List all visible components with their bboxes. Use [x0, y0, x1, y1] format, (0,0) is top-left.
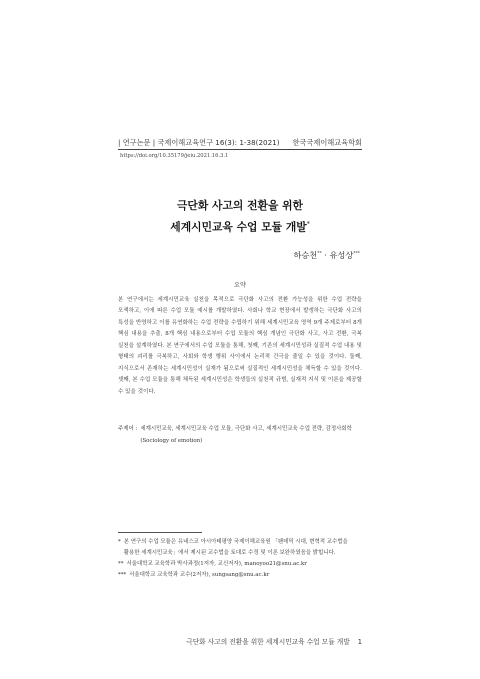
- doi-link[interactable]: https://doi.org/10.35179/jeiu.2021.16.3.1: [120, 153, 229, 159]
- footnote-mark: *: [118, 539, 121, 545]
- journal-citation: | 연구논문 | 국제이해교육연구 16(3): 1-38(2021): [118, 138, 280, 147]
- footnote-item: [118, 570, 362, 581]
- title-line-1: 극단화 사고의 전환을 위한: [176, 199, 303, 212]
- abstract-body: 본 연구에서는 세계시민교육 실천을 목적으로 극단화 사고의 전환 가능성을 위한 수업 전략을 모색하고, 이에 따른 수업 모듈 예시를 개발하였다. 사회나 학교 현장에서 발생하는 극단화 사고의 특성을 반영하고 이를 유연화하는 수업 전략을 수립하기 위해 세계시민교육 영역 9개 주제로부터 8개 핵심 내용을 추출, 8개 핵심 내용으로부터 수업 모듈의 핵심 개념인 극단화 사고, 사고 전환, 극복 실천을 설계하였다. 본 연구에서의 수업 모듈을 통해, 첫째, 기존의 세계시민성과 실질적 수업 내용 및 형태의 괴리를 극복하고, 사회와 학생 행위 사이에서 논리적 간극을 줄일 수 있을 것이다. 둘째, 지식으로서 존재하는 세계시민성이 실재가 됨으로써 실질적인 세계시민성을 체득할 수 있을 것이다. 셋째, 본 수업 모듈을 통해 체득된 세계시민성은 학생들의 실천적 규범, 실재적 지식 및 이론을 제공할 수 있을 것이다.: [118, 297, 362, 395]
- page-number: 1: [357, 638, 362, 646]
- keywords-label: 주제어 :: [118, 426, 138, 432]
- author-first: 하승천: [293, 250, 318, 260]
- society-name: 한국국제이해교육학회: [292, 138, 362, 147]
- footnote-item: [118, 537, 362, 559]
- author-list: [293, 250, 360, 261]
- title-footnote-mark: *: [306, 221, 310, 228]
- footnote-mark: **: [118, 561, 124, 567]
- running-footer: [186, 636, 362, 646]
- footnote-mark: ***: [118, 572, 127, 578]
- footnotes: [118, 537, 362, 581]
- author-first-mark: **: [317, 251, 322, 257]
- keywords-text: 세계시민교육, 세계시민교육 수업 모듈, 극단화 사고, 세계시민교육 수업 전략, 감정사회학(Sociology of emotion): [140, 426, 352, 444]
- title-line-2: [118, 215, 362, 237]
- footnote-text: 서울대학교 교육학과 교수(2저자), sungsang@snu.ac.kr: [129, 572, 270, 578]
- footnote-item: [118, 559, 362, 570]
- author-separator: ·: [321, 250, 330, 260]
- paper-title: [118, 196, 362, 237]
- author-second-mark: ***: [353, 251, 360, 257]
- running-header: [118, 138, 362, 148]
- footer-title: 극단화 사고의 전환을 위한 세계시민교육 수업 모듈 개발: [186, 638, 350, 646]
- footnote-text: 서울대학교 교육학과 박사과정(1저자, 교신저자), manoyoo21@snu.ac.kr: [126, 561, 307, 567]
- keywords-row: [118, 424, 362, 447]
- title-line-2-text: 세계시민교육 수업 모듈 개발: [170, 220, 307, 234]
- footnote-text: 본 연구의 수업 모듈은 유네스코 아시아태평양 국제이해교육원 「팬데믹 시대, 변혁적 교수법을 활용한 세계시민교육」에서 제시된 교수법을 토대로 수정 및 이론 보완하였음을 밝힙니다.: [123, 539, 348, 556]
- header-divider: [118, 149, 362, 150]
- footnote-divider: [118, 532, 202, 533]
- keywords: [118, 424, 362, 447]
- author-second: 유성상: [329, 250, 354, 260]
- abstract-heading: 요약: [234, 282, 246, 289]
